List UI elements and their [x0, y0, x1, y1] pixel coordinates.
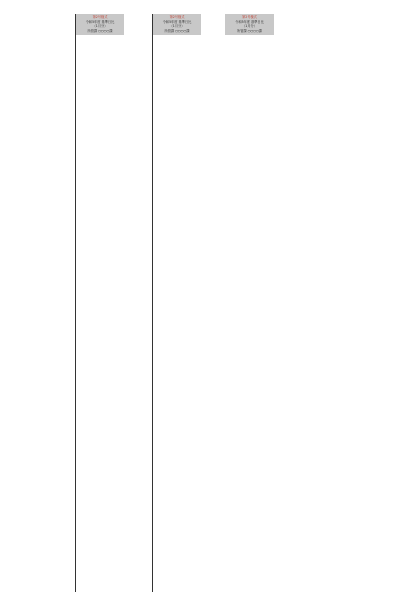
header-line: 令和5年度 基準日比	[235, 19, 264, 24]
column-header	[225, 14, 274, 35]
header-title: 第2号様式	[242, 15, 257, 19]
column-header	[76, 14, 124, 35]
header-title: 第2号様式	[92, 15, 108, 19]
document-column-3	[225, 14, 274, 592]
column-body	[76, 35, 124, 37]
header-line: 令和5年度 基準日比	[162, 19, 192, 24]
column-header	[153, 14, 201, 35]
header-title: 第2号様式	[169, 15, 185, 19]
document-column-2	[152, 14, 201, 592]
header-line: 令和5年度 基準日比	[85, 19, 115, 24]
column-body	[153, 35, 201, 37]
header-line: 所管課 ○○○○課	[164, 28, 190, 33]
header-line: 所管課 ○○○○課	[237, 28, 262, 33]
column-body	[225, 35, 274, 37]
document-column-1	[75, 14, 124, 592]
header-line: （1月分）	[169, 24, 185, 29]
header-line: （1月分）	[242, 24, 257, 29]
header-line: （1月分）	[92, 24, 108, 29]
header-line: 所管課 ○○○○課	[87, 28, 113, 33]
